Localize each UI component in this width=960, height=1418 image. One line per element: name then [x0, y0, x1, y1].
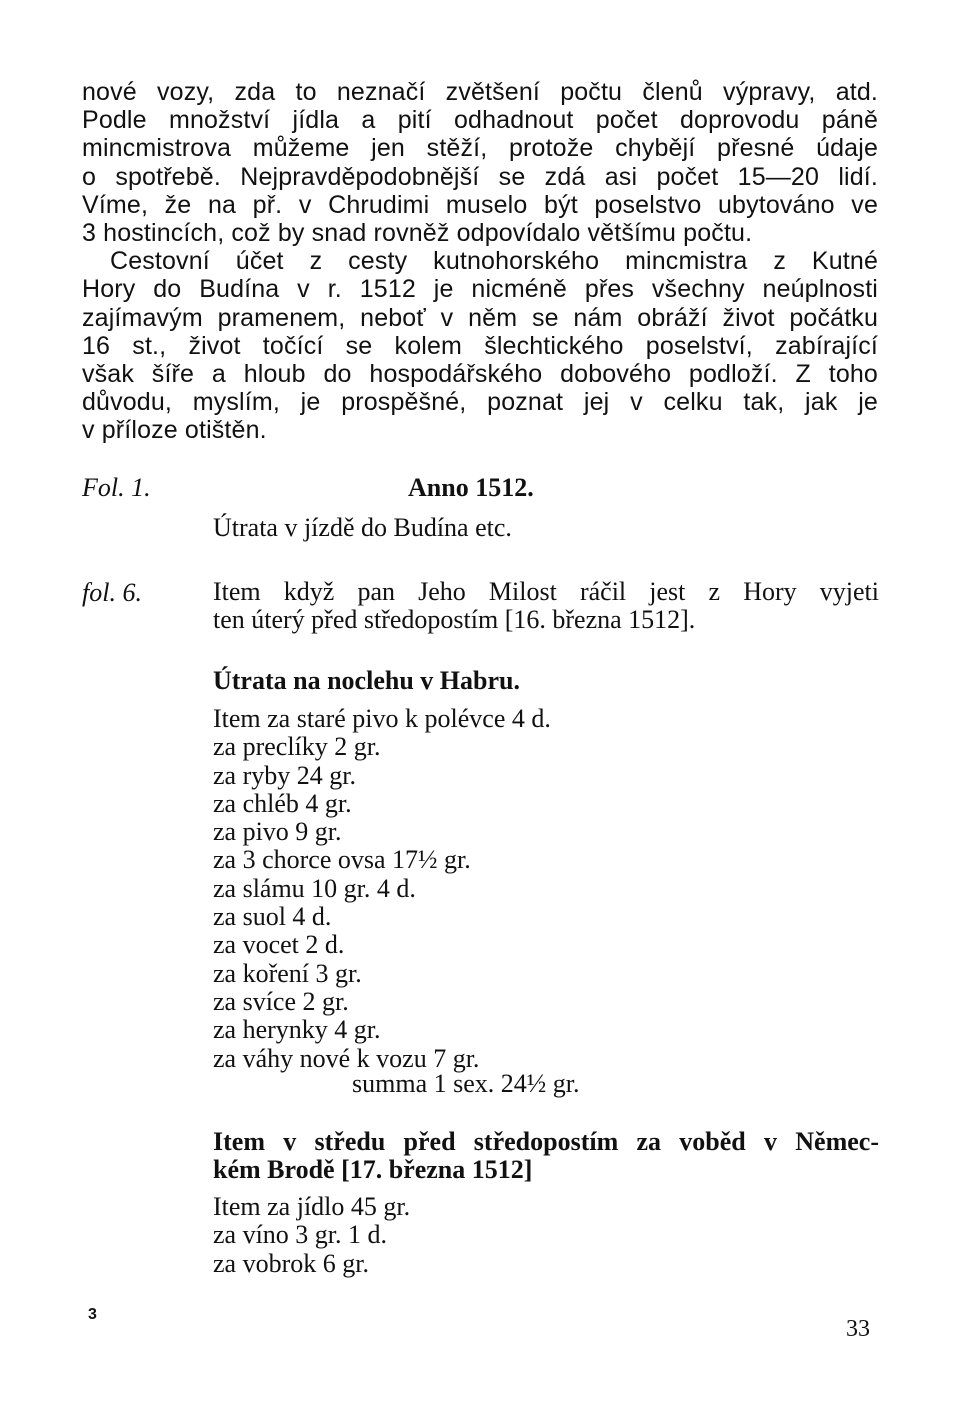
text-line: Podle množství jídla a pití odhadnout počet doprovodu páně [82, 106, 878, 135]
text-line: nové vozy, zda to neznačí zvětšení počtu členů výpravy, atd. [82, 78, 878, 106]
text-line: Víme, že na př. v Chrudimi muselo být poselstvo ubytováno ve [82, 190, 878, 219]
text-line: Hory do Budína v r. 1512 je nicméně přes všechny neúplnosti [82, 275, 878, 304]
text-line: ten úterý před středopostím [16. března 1512]. [213, 605, 696, 635]
list-item: Item za staré pivo k polévce 4 d. [213, 704, 551, 733]
text-line: mincmistrova můžeme jen stěží, protože chybějí přesné údaje [82, 134, 878, 163]
text-line: o spotřebě. Nejpravděpodobnější se zdá asi počet 15—20 lidí. [82, 162, 878, 191]
page-number: 33 [846, 1316, 870, 1342]
text-line: Item když pan Jeho Milost ráčil jest z Hory vyjeti [213, 577, 879, 606]
section-heading [213, 1128, 879, 1184]
list-item: za preclíky 2 gr. [213, 732, 381, 762]
folio-label: fol. 6. [82, 578, 142, 607]
text-line: v příloze otištěn. [82, 416, 267, 445]
section-heading: Útrata na noclehu v Habru. [213, 666, 520, 695]
text-line: však šíře a hloub do hospodářského dobového podloží. Z toho [82, 360, 878, 389]
intro-paragraph [82, 78, 878, 445]
list-item: Item za jídlo 45 gr. [213, 1192, 411, 1221]
text-line: Item v středu před středopostím za voběd v Němec- [213, 1127, 879, 1156]
list-item: za svíce 2 gr. [213, 986, 349, 1016]
folio-label: Fol. 1. [82, 473, 151, 502]
account-title: Útrata v jízdě do Budína etc. [213, 513, 512, 542]
list-item: za vobrok 6 gr. [213, 1248, 369, 1278]
text-line: 16 st., život točící se kolem šlechtického poselství, zabírající [82, 331, 878, 360]
text-line: kém Brodě [17. března 1512] [213, 1155, 533, 1185]
expense-total: summa 1 sex. 24½ gr. [352, 1069, 580, 1098]
list-item: za chléb 4 gr. [213, 788, 352, 818]
list-item: za 3 chorce ovsa 17½ gr. [213, 845, 471, 875]
text-line: 3 hostincích, což by snad rovněž odpovídalo většímu počtu. [82, 219, 753, 248]
list-item: za váhy nové k vozu 7 gr. [213, 1043, 480, 1073]
list-item: za víno 3 gr. 1 d. [213, 1220, 388, 1250]
list-item: za ryby 24 gr. [213, 760, 356, 790]
list-item: za koření 3 gr. [213, 958, 362, 988]
list-item: za suol 4 d. [213, 902, 332, 932]
expense-list [213, 705, 551, 1073]
year-heading: Anno 1512. [408, 473, 534, 502]
expense-list [213, 1193, 410, 1278]
list-item: za slámu 10 gr. 4 d. [213, 873, 416, 903]
list-item: za herynky 4 gr. [213, 1015, 381, 1045]
text-line: zajímavým pramenem, neboť v něm se nám obráží život počátku [82, 303, 878, 332]
signature-mark: 3 [88, 1306, 97, 1323]
list-item: za pivo 9 gr. [213, 817, 342, 847]
departure-entry [213, 578, 879, 634]
list-item: za vocet 2 d. [213, 930, 345, 960]
text-line: Cestovní účet z cesty kutnohorského mincmistra z Kutné [110, 247, 878, 276]
text-line: důvodu, myslím, je prospěšné, poznat jej v celku tak, jak je [82, 388, 878, 417]
